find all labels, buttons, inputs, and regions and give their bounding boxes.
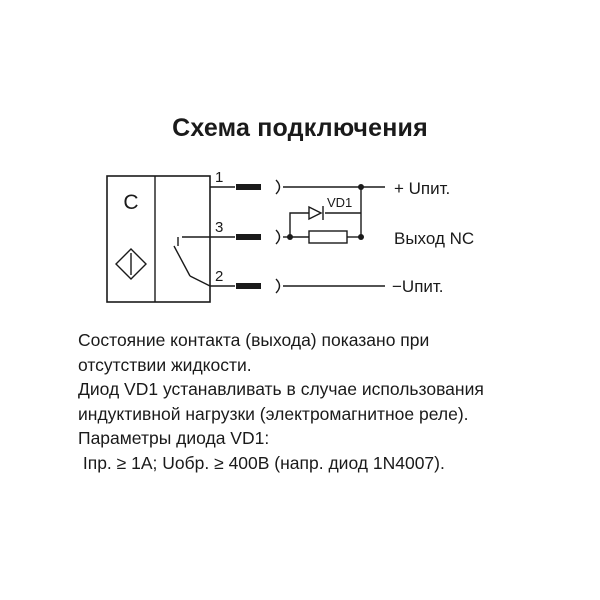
pin2-plug (236, 283, 261, 289)
output-label: Выход NC (394, 229, 475, 248)
pin3-plug (236, 234, 261, 240)
plus-supply-label: + Uпит. (394, 179, 451, 198)
junction-output-left (287, 234, 293, 240)
notes-block (78, 328, 578, 476)
note-line: отсутствии жидкости. (78, 354, 252, 375)
junction-output-right (358, 234, 364, 240)
pin3-number: 3 (215, 219, 224, 236)
junction-plus (358, 184, 364, 190)
load-resistor (309, 231, 347, 243)
pin2-number: 2 (215, 268, 224, 285)
note-line: Iпр. ≥ 1А; Uобр. ≥ 400В (напр. диод 1N4007). (78, 452, 445, 473)
note-line: Параметры диода VD1: (78, 428, 270, 449)
minus-supply-label: −Uпит. (392, 277, 444, 296)
sensor-label: C (123, 191, 139, 214)
diode-label: VD1 (327, 195, 353, 210)
pin3-socket (276, 230, 280, 244)
pin1-number: 1 (215, 169, 224, 186)
pin2-socket (276, 279, 280, 293)
switch-contact (174, 237, 210, 286)
note-line: Состояние контакта (выхода) показано при (78, 330, 430, 350)
note-line: индуктивной нагрузки (электромагнитное реле). (78, 403, 469, 424)
pin1-plug (236, 184, 261, 190)
note-line: Диод VD1 устанавливать в случае использования (78, 379, 484, 400)
level-sensor-icon (116, 249, 146, 279)
diode-branch (290, 213, 309, 237)
diagram-title: Схема подключения (172, 114, 428, 142)
diode-vd1-icon (309, 206, 323, 220)
pin1-socket (276, 180, 280, 194)
